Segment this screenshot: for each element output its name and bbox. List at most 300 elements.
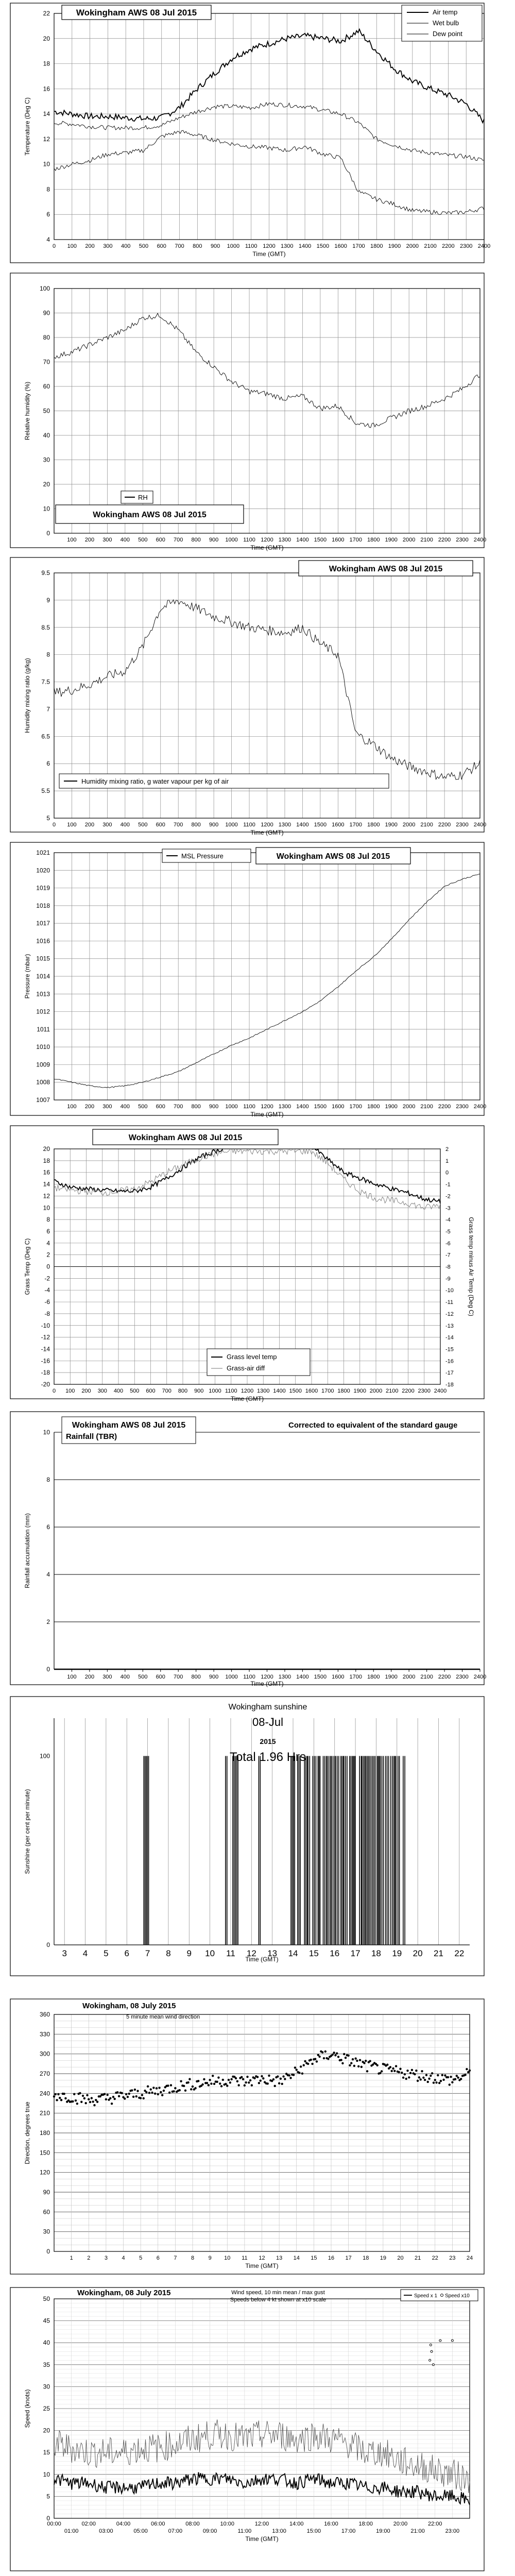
direction-point (86, 2094, 88, 2096)
y2-tick-label: -7 (445, 1252, 451, 1259)
y-tick-label: 9 (46, 596, 50, 604)
x-tick-label: 1100 (243, 1674, 255, 1680)
x-tick-label: 1100 (243, 822, 255, 828)
x-tick-label: 800 (191, 1674, 201, 1680)
x-axis-label: Time (GMT) (250, 544, 284, 551)
direction-point (194, 2087, 196, 2089)
direction-point (457, 2077, 459, 2079)
direction-point (241, 2076, 243, 2078)
x-tick-label: 300 (102, 537, 112, 543)
y-tick-label: 18 (43, 1157, 50, 1164)
direction-point (369, 2060, 371, 2062)
x-tick-label: 2200 (442, 243, 455, 249)
direction-point (399, 2068, 401, 2070)
direction-point (442, 2079, 444, 2081)
y-tick-label: 12 (43, 135, 50, 143)
y-tick-label: 1009 (36, 1061, 50, 1069)
x-tick-label: 2200 (438, 537, 451, 543)
x-tick-label: 2200 (438, 1674, 451, 1680)
direction-point (417, 2080, 419, 2082)
chart-subtitle: Rainfall (TBR) (66, 1432, 117, 1441)
y2-tick-label: -1 (445, 1181, 451, 1188)
direction-point (246, 2076, 248, 2078)
direction-point (244, 2084, 246, 2087)
x-tick-label: 200 (84, 537, 95, 543)
direction-point (190, 2088, 192, 2090)
y2-tick-label: -9 (445, 1276, 451, 1282)
direction-point (179, 2089, 181, 2091)
x-tick-label: 600 (156, 1674, 165, 1680)
direction-point (422, 2077, 424, 2079)
x-tick-label: 16 (328, 2255, 335, 2261)
x-tick-label: 0 (52, 1388, 56, 1394)
panel-frame (10, 1999, 484, 2274)
y2-tick-label: -5 (445, 1228, 451, 1235)
direction-point (333, 2052, 335, 2054)
x-tick-label: 400 (121, 243, 131, 249)
direction-point (236, 2080, 238, 2082)
x-tick-label: 16 (330, 1948, 340, 1958)
direction-point (106, 2094, 108, 2096)
direction-point (301, 2073, 303, 2075)
x-tick-label: 5 (104, 1948, 109, 1958)
direction-point (235, 2077, 237, 2079)
x-tick-label: 1800 (337, 1388, 350, 1394)
x-tick-label: 15 (311, 2255, 317, 2261)
direction-point (307, 2063, 309, 2065)
y-tick-label: 6 (46, 1227, 50, 1235)
x-tick-label: 13:00 (272, 2528, 286, 2534)
direction-point (109, 2097, 111, 2099)
x-tick-label: 22 (454, 1948, 465, 1958)
x-tick-label: 21 (415, 2255, 421, 2261)
direction-point (168, 2091, 170, 2093)
x-tick-label: 0 (52, 822, 56, 828)
direction-point (288, 2074, 290, 2076)
x-tick-label: 18 (363, 2255, 369, 2261)
y-tick-label: 1013 (36, 990, 50, 998)
y-axis-label: Direction, degrees true (24, 2102, 31, 2164)
y-tick-label: 50 (43, 2295, 50, 2302)
x-tick-label: 2100 (420, 1674, 433, 1680)
x-tick-label: 400 (120, 1674, 130, 1680)
direction-point (242, 2078, 244, 2080)
direction-point (118, 2095, 120, 2097)
x-axis-label: Time (GMT) (250, 1111, 284, 1118)
y-tick-label: 100 (39, 285, 50, 292)
x-tick-label: 900 (209, 1104, 219, 1110)
y-tick-label: 20 (43, 35, 50, 42)
x-tick-label: 500 (138, 1104, 148, 1110)
x-axis-label: Time (GMT) (245, 2262, 279, 2269)
direction-point (262, 2077, 264, 2079)
x-tick-label: 2400 (473, 1104, 487, 1110)
direction-point (357, 2065, 359, 2067)
x-tick-label: 07:00 (168, 2528, 183, 2534)
x-tick-label: 24 (466, 2255, 473, 2261)
x-tick-label: 1400 (296, 1104, 309, 1110)
direction-point (55, 2093, 57, 2095)
x-tick-label: 2400 (473, 537, 487, 543)
x-tick-label: 100 (67, 537, 77, 543)
chart-annotation: Corrected to equivalent of the standard gauge (288, 1421, 458, 1430)
direction-point (392, 2067, 394, 2070)
direction-point (93, 2104, 95, 2106)
direction-point (365, 2060, 367, 2062)
chart-title: Wokingham AWS 08 Jul 2015 (93, 510, 207, 519)
y-tick-label: 0 (46, 1263, 50, 1270)
x-tick-label: 100 (65, 1388, 75, 1394)
y-tick-label: 0 (46, 2248, 50, 2255)
y-tick-label: 4 (46, 1239, 50, 1247)
direction-point (343, 2053, 345, 2055)
direction-point (226, 2084, 228, 2087)
x-tick-label: 300 (103, 243, 113, 249)
direction-point (323, 2057, 325, 2059)
y-tick-label: 1014 (36, 973, 50, 980)
x-tick-label: 2100 (424, 243, 437, 249)
direction-point (435, 2081, 437, 2083)
x-tick-label: 600 (157, 243, 166, 249)
direction-point (345, 2057, 347, 2059)
x-tick-label: 1000 (225, 1104, 238, 1110)
x-tick-label: 1900 (385, 1104, 398, 1110)
y2-tick-label: -12 (445, 1311, 454, 1317)
direction-point (381, 2070, 383, 2072)
x-tick-label: 1400 (298, 243, 312, 249)
x-tick-label: 13 (267, 1948, 278, 1958)
x-tick-label: 21:00 (410, 2528, 425, 2534)
x-tick-label: 12 (246, 1948, 256, 1958)
y-tick-label: 8 (46, 651, 50, 658)
x-tick-label: 1500 (314, 1104, 327, 1110)
x-tick-label: 13 (276, 2255, 283, 2261)
y-tick-label: 150 (39, 2149, 50, 2157)
x-tick-label: 800 (178, 1388, 188, 1394)
y-tick-label: -6 (44, 1298, 50, 1306)
direction-point (268, 2075, 270, 2077)
y2-tick-label: -2 (445, 1193, 451, 1200)
y-tick-label: 1010 (36, 1043, 50, 1051)
y-tick-label: 60 (43, 383, 50, 390)
direction-point (441, 2074, 443, 2076)
y-axis-label: Speed (knots) (24, 2389, 31, 2428)
x-tick-label: 17 (350, 1948, 360, 1958)
direction-point (296, 2069, 298, 2071)
legend-label: Speed x 1 (414, 2293, 438, 2299)
direction-point (212, 2075, 214, 2077)
direction-point (341, 2062, 344, 2064)
panel-frame (10, 3, 484, 263)
x-tick-label: 100 (67, 1104, 77, 1110)
x-tick-label: 16:00 (324, 2521, 338, 2527)
x-tick-label: 1400 (296, 1674, 309, 1680)
x-tick-label: 23:00 (445, 2528, 460, 2534)
direction-point (425, 2074, 427, 2076)
x-tick-label: 2400 (434, 1388, 447, 1394)
x-tick-label: 1 (70, 2255, 73, 2261)
x-tick-label: 2400 (473, 1674, 487, 1680)
direction-point (147, 2086, 149, 2088)
direction-point (259, 2079, 261, 2081)
x-tick-label: 1600 (332, 822, 345, 828)
y-tick-label: 1008 (36, 1078, 50, 1086)
direction-point (89, 2101, 91, 2103)
y-tick-label: 0 (46, 530, 50, 537)
direction-point (161, 2094, 163, 2096)
direction-point (145, 2091, 147, 2093)
x-tick-label: 700 (174, 1674, 183, 1680)
x-tick-label: 900 (194, 1388, 204, 1394)
x-tick-label: 03:00 (99, 2528, 113, 2534)
y-axis-label: Sunshine (per cent per minute) (24, 1789, 31, 1874)
direction-point (258, 2082, 260, 2084)
x-tick-label: 1700 (349, 1674, 363, 1680)
direction-point (152, 2087, 154, 2089)
y-tick-label: -20 (41, 1381, 50, 1388)
y-tick-label: 5.5 (41, 787, 50, 795)
direction-point (466, 2068, 468, 2070)
x-tick-label: 1300 (278, 537, 291, 543)
x-tick-label: 1900 (388, 243, 401, 249)
x-tick-label: 1900 (385, 537, 398, 543)
direction-point (160, 2091, 162, 2093)
x-tick-label: 300 (102, 1104, 112, 1110)
direction-point (140, 2097, 142, 2099)
x-tick-label: 800 (191, 822, 201, 828)
x-tick-label: 1600 (332, 1674, 345, 1680)
y-tick-label: 70 (43, 358, 50, 366)
direction-point (79, 2092, 81, 2094)
x-tick-label: 2000 (406, 243, 419, 249)
low-speed-point (451, 2340, 453, 2342)
direction-point (440, 2080, 442, 2082)
chart-title: Wokingham, 08 July 2015 (82, 2002, 176, 2010)
direction-point (284, 2078, 286, 2080)
x-axis-label: Time (GMT) (245, 2535, 279, 2543)
direction-point (353, 2065, 355, 2067)
x-tick-label: 1300 (257, 1388, 270, 1394)
direction-point (210, 2082, 212, 2084)
x-tick-label: 1500 (289, 1388, 302, 1394)
x-tick-label: 900 (209, 1674, 219, 1680)
legend-label: Grass level temp (227, 1353, 277, 1361)
x-tick-label: 2200 (438, 1104, 451, 1110)
direction-point (277, 2075, 279, 2077)
direction-point (324, 2050, 327, 2053)
x-tick-label: 1600 (332, 1104, 345, 1110)
x-tick-label: 700 (174, 1104, 183, 1110)
y-tick-label: 180 (39, 2129, 50, 2137)
y-tick-label: 1015 (36, 955, 50, 962)
x-tick-label: 1000 (225, 822, 238, 828)
x-tick-label: 1600 (334, 243, 347, 249)
direction-point (92, 2100, 94, 2103)
direction-point (72, 2100, 74, 2103)
x-tick-label: 1400 (273, 1388, 286, 1394)
y-tick-label: 30 (43, 456, 50, 464)
direction-point (163, 2090, 165, 2092)
direction-point (170, 2084, 172, 2086)
x-tick-label: 14:00 (289, 2521, 304, 2527)
x-tick-label: 2100 (420, 537, 433, 543)
x-tick-label: 23 (449, 2255, 456, 2261)
direction-point (431, 2072, 433, 2074)
x-tick-label: 2300 (418, 1388, 431, 1394)
x-tick-label: 300 (97, 1388, 107, 1394)
y-tick-label: 5 (46, 815, 50, 822)
x-tick-label: 700 (174, 822, 183, 828)
x-tick-label: 15 (308, 1948, 319, 1958)
x-tick-label: 600 (156, 822, 165, 828)
low-speed-point (430, 2344, 432, 2346)
direction-point (421, 2070, 423, 2072)
direction-point (354, 2057, 356, 2059)
x-tick-label: 1500 (314, 822, 327, 828)
x-tick-label: 200 (84, 1104, 95, 1110)
chart-title: Wokingham AWS 08 Jul 2015 (72, 1421, 186, 1430)
x-tick-label: 500 (130, 1388, 140, 1394)
legend (402, 5, 482, 41)
direction-point (208, 2084, 210, 2086)
direction-point (280, 2077, 282, 2079)
x-tick-label: 11:00 (237, 2528, 252, 2534)
x-tick-label: 4 (122, 2255, 125, 2261)
x-tick-label: 12:00 (254, 2521, 269, 2527)
direction-point (316, 2060, 318, 2062)
x-tick-label: 14 (288, 1948, 298, 1958)
x-tick-label: 1200 (261, 1104, 273, 1110)
x-tick-label: 2000 (402, 1104, 416, 1110)
direction-point (95, 2099, 97, 2101)
x-tick-label: 0 (52, 243, 56, 249)
direction-point (274, 2085, 276, 2087)
direction-point (272, 2078, 274, 2080)
legend-label: Dew point (433, 30, 462, 38)
legend (207, 1349, 310, 1376)
direction-point (136, 2090, 139, 2092)
x-tick-label: 2200 (438, 822, 451, 828)
y-tick-label: 80 (43, 334, 50, 341)
direction-point (434, 2079, 436, 2081)
x-tick-label: 1700 (321, 1388, 334, 1394)
x-tick-label: 10 (205, 1948, 215, 1958)
direction-point (281, 2083, 283, 2085)
x-tick-label: 8 (191, 2255, 195, 2261)
x-tick-label: 400 (113, 1388, 124, 1394)
direction-point (111, 2103, 113, 2105)
y-axis-label: Pressure (mbar) (24, 954, 31, 999)
x-tick-label: 20 (413, 1948, 423, 1958)
direction-point (350, 2062, 352, 2064)
direction-point (143, 2097, 145, 2099)
direction-point (340, 2059, 342, 2061)
x-tick-label: 2100 (420, 1104, 433, 1110)
direction-point (379, 2072, 381, 2074)
legend (121, 491, 153, 503)
y-tick-label: 10 (43, 160, 50, 168)
direction-point (157, 2093, 159, 2095)
direction-point (59, 2097, 61, 2099)
y-axis-label: Rainfall accumulation (mm) (24, 1513, 31, 1588)
y-tick-label: 270 (39, 2070, 50, 2077)
direction-point (158, 2087, 160, 2089)
x-tick-label: 06:00 (150, 2521, 165, 2527)
y-tick-label: 14 (43, 110, 50, 118)
x-tick-label: 6 (156, 2255, 160, 2261)
direction-point (469, 2070, 471, 2072)
x-tick-label: 19 (392, 1948, 402, 1958)
y2-tick-label: -14 (445, 1334, 454, 1341)
low-speed-point (429, 2359, 431, 2361)
direction-point (128, 2093, 130, 2095)
direction-point (220, 2085, 222, 2087)
direction-point (213, 2083, 215, 2085)
direction-point (60, 2099, 62, 2101)
x-tick-label: 1500 (314, 1674, 327, 1680)
direction-point (63, 2093, 65, 2095)
y-tick-label: 1018 (36, 902, 50, 909)
direction-point (135, 2095, 138, 2097)
x-tick-label: 1300 (278, 822, 291, 828)
direction-point (447, 2076, 449, 2078)
direction-point (450, 2076, 452, 2078)
y-tick-label: 14 (43, 1180, 50, 1188)
direction-point (428, 2077, 430, 2079)
x-tick-label: 17 (345, 2255, 352, 2261)
y-tick-label: 10 (43, 2470, 50, 2478)
direction-point (278, 2082, 280, 2084)
direction-point (356, 2060, 358, 2062)
direction-point (332, 2054, 334, 2056)
x-tick-label: 1400 (296, 537, 309, 543)
direction-point (449, 2083, 451, 2086)
y-tick-label: 6 (46, 1523, 50, 1531)
y-tick-label: 2 (46, 1251, 50, 1259)
y-tick-label: 5 (46, 2493, 50, 2500)
direction-point (56, 2099, 58, 2101)
legend-label: RH (138, 494, 148, 501)
legend-swatch (441, 2294, 443, 2297)
x-axis-label: Time (GMT) (230, 1395, 264, 1402)
direction-point (321, 2051, 323, 2053)
direction-point (334, 2054, 336, 2056)
x-tick-label: 2300 (456, 822, 469, 828)
direction-point (57, 2093, 59, 2095)
direction-point (219, 2082, 221, 2084)
x-tick-label: 500 (138, 537, 148, 543)
y-tick-label: -16 (41, 1357, 50, 1365)
chart-subtitle: 5 minute mean wind direction (126, 2014, 200, 2020)
y-tick-label: 30 (43, 2383, 50, 2391)
direction-point (256, 2076, 259, 2078)
x-tick-label: 9 (186, 1948, 192, 1958)
direction-point (156, 2087, 158, 2089)
y-tick-label: 0 (46, 1666, 50, 1673)
direction-point (294, 2066, 296, 2069)
y-tick-label: 1016 (36, 937, 50, 945)
direction-point (310, 2059, 312, 2061)
y-tick-label: 9.5 (41, 569, 50, 577)
x-tick-label: 5 (139, 2255, 143, 2261)
direction-point (282, 2075, 284, 2077)
x-tick-label: 1800 (367, 1674, 380, 1680)
legend-label: Air temp (433, 8, 458, 16)
y2-tick-label: -15 (445, 1346, 454, 1353)
x-tick-label: 1700 (352, 243, 365, 249)
x-tick-label: 1000 (225, 1674, 238, 1680)
y-tick-label: 8 (46, 1476, 50, 1483)
